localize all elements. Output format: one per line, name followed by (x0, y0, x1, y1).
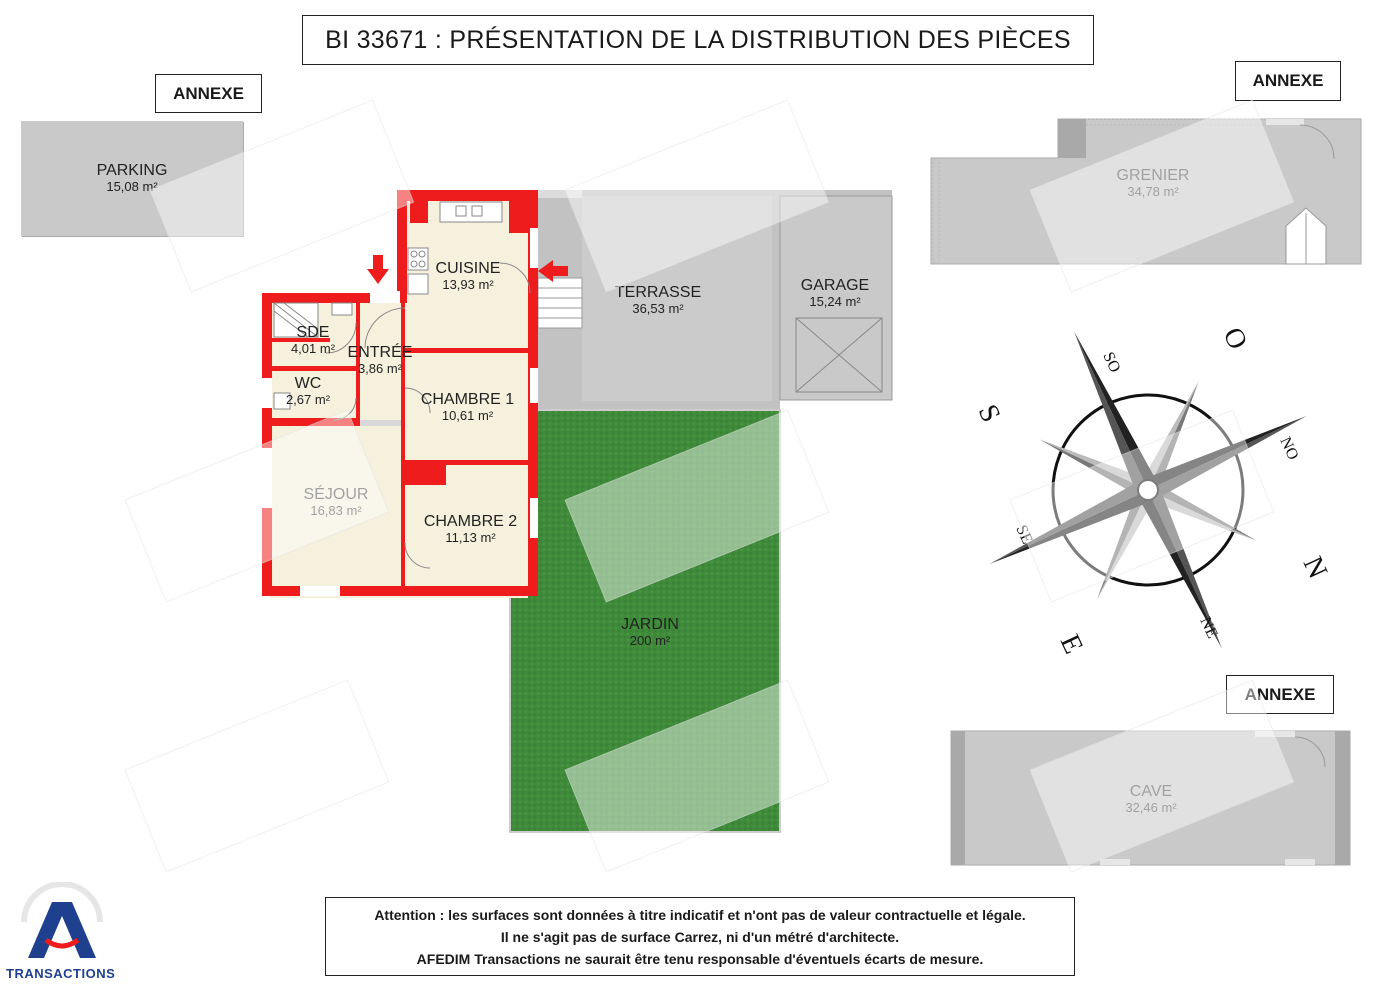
annexe-label-cave: ANNEXE (1226, 675, 1334, 714)
page-title: BI 33671 : PRÉSENTATION DE LA DISTRIBUTION DES PIÈCES (302, 15, 1094, 65)
chambre2-label (413, 514, 528, 546)
parking-label (21, 163, 243, 195)
entree-label (340, 345, 420, 377)
sde-label (278, 325, 348, 357)
disclaimer-line-2: Il ne s'agit pas de surface Carrez, ni d'un métré d'architecte. (500, 928, 900, 945)
chambre2-area: 11,13 m² (445, 530, 496, 545)
compass-n: N (1296, 551, 1334, 584)
compass-rose (960, 300, 1340, 680)
compass-s: S (971, 399, 1007, 428)
cave-name: CAVE (1129, 783, 1173, 800)
grenier-label (1080, 168, 1226, 200)
terrasse-name: TERRASSE (614, 284, 702, 301)
cave-area: 32,46 m² (1125, 800, 1177, 815)
chambre1-area: 10,61 m² (441, 408, 494, 423)
disclaimer-line-1: Attention : les surfaces sont données à titre indicatif et n'ont pas de valeur contractuelle et légale. (374, 906, 1026, 923)
sejour-label (286, 487, 386, 519)
annexe-label-grenier: ANNEXE (1235, 61, 1341, 101)
cuisine-label (418, 261, 518, 293)
jardin-area: 200 m² (629, 633, 671, 648)
sejour-name: SÉJOUR (303, 486, 369, 503)
annexe-label-parking: ANNEXE (155, 74, 262, 113)
terrasse-area: 36,53 m² (632, 301, 684, 316)
disclaimer-box (325, 897, 1075, 976)
grenier-name: GRENIER (1116, 167, 1190, 184)
terrace-entrance-arrow-icon (538, 260, 568, 282)
cuisine-name: CUISINE (435, 260, 501, 277)
compass-so: SO (1099, 349, 1124, 376)
chambre1-name: CHAMBRE 1 (420, 391, 515, 408)
grenier-area: 34,78 m² (1127, 184, 1179, 199)
cave-label (1078, 784, 1224, 816)
wc-label (273, 376, 343, 408)
jardin-name: JARDIN (621, 616, 679, 633)
terrasse-label (585, 285, 731, 317)
garage-area: 15,24 m² (809, 294, 861, 309)
jardin-label (575, 617, 725, 649)
sde-name: SDE (296, 324, 330, 341)
garage-name: GARAGE (800, 277, 870, 294)
compass-e: E (1053, 629, 1089, 659)
chambre2-name: CHAMBRE 2 (423, 513, 518, 530)
disclaimer-line-3: AFEDIM Transactions ne saurait être tenu responsable d'éventuels écarts de mesure. (416, 950, 984, 967)
sde-area: 4,01 m² (290, 341, 336, 356)
logo-text: TRANSACTIONS (6, 966, 116, 981)
cuisine-area: 13,93 m² (442, 277, 494, 292)
entree-name: ENTRÉE (347, 344, 413, 361)
afedim-logo-icon (14, 882, 110, 964)
sejour-area: 16,83 m² (310, 503, 362, 518)
garage-label (780, 278, 890, 310)
parking-area: 15,08 m² (106, 179, 158, 194)
parking-name: PARKING (96, 162, 168, 179)
compass-ne: NE (1196, 614, 1221, 642)
wc-name: WC (294, 375, 322, 392)
entree-area: 3,86 m² (357, 361, 403, 376)
compass-no: NO (1276, 434, 1302, 463)
entrance-arrow-icon (367, 255, 389, 285)
compass-se: SE (1012, 522, 1036, 547)
compass-o: O (1216, 322, 1254, 355)
chambre1-label (410, 392, 525, 424)
wc-area: 2,67 m² (285, 392, 331, 407)
